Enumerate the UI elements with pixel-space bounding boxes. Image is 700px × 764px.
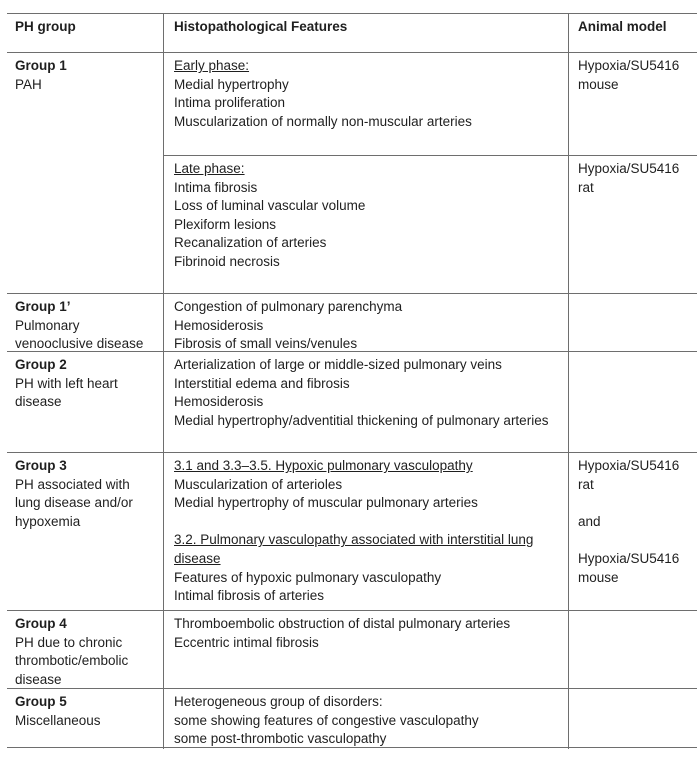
phase-heading: Early phase: (174, 58, 250, 73)
cell-group5-name (7, 689, 163, 749)
table-row-group1 (7, 52, 697, 293)
group-name: Group 4 (15, 616, 67, 631)
cell-group1prime-name (7, 294, 163, 354)
feature-item: Fibrosis of small veins/venules (174, 336, 358, 352)
group-name: Group 2 (15, 357, 67, 372)
feature-item: Hemosiderosis (174, 317, 264, 333)
feature-item: Medial hypertrophy (174, 76, 289, 92)
feature-item: Muscularization of arterioles (174, 476, 343, 492)
feature-item: Arterialization of large or middle-sized pulmonary veins (174, 357, 502, 372)
animal-model-value: Hypoxia/SU5416 mouse (578, 58, 680, 92)
spacer (578, 494, 695, 513)
cell-group3-model (568, 453, 697, 610)
feature-item: some showing features of congestive vasculopathy (174, 712, 479, 728)
group-name: Group 3 (15, 458, 67, 473)
group-subtitle: PH due to chronic thrombotic/embolic disease (15, 634, 129, 687)
cell-group1prime-features (163, 294, 568, 354)
group-subtitle: Miscellaneous (15, 712, 101, 728)
group-subtitle: PAH (15, 76, 42, 92)
feature-item: Heterogeneous group of disorders: (174, 694, 383, 709)
cell-group2-name (7, 352, 163, 452)
feature-item: some post-thrombotic vasculopathy (174, 731, 387, 747)
header-animal-model: Animal model (568, 14, 697, 52)
table-row-group1prime (7, 293, 697, 351)
group-subtitle: Pulmonary venooclusive disease (15, 317, 144, 352)
group-name: Group 1’ (15, 299, 71, 314)
cell-group3-name (7, 453, 163, 610)
feature-item: Eccentric intimal fibrosis (174, 634, 319, 650)
cell-group4-model (568, 611, 697, 689)
cell-group1-early-features (163, 53, 568, 155)
cell-group4-features (163, 611, 568, 689)
animal-model-value: Hypoxia/SU5416 rat (578, 161, 680, 195)
group-subtitle: PH associated with lung disease and/or hypoxemia (15, 476, 133, 529)
ph-groups-table (7, 13, 697, 748)
cell-group1-early-model (568, 53, 697, 155)
cell-group3-features (163, 453, 568, 610)
table-header-row (7, 14, 697, 52)
animal-model-value: Hypoxia/SU5416 mouse (578, 550, 680, 585)
cell-group2-features (163, 352, 568, 452)
group-name: Group 5 (15, 694, 67, 709)
animal-model-conjunction: and (578, 513, 601, 529)
cell-group4-name (7, 611, 163, 689)
phase-heading: Late phase: (174, 161, 245, 176)
feature-item: Congestion of pulmonary parenchyma (174, 299, 403, 314)
animal-model-value: Hypoxia/SU5416 rat (578, 458, 680, 492)
feature-item: Medial hypertrophy/adventitial thickening of pulmonary arteries (174, 412, 549, 428)
feature-item: Intimal fibrosis of arteries (174, 588, 325, 604)
feature-item: Recanalization of arteries (174, 235, 327, 251)
group-subtitle: PH with left heart disease (15, 375, 118, 410)
feature-item: Muscularization of normally non-muscular arteries (174, 113, 472, 129)
header-features: Histopathological Features (163, 14, 568, 52)
feature-item: Intima proliferation (174, 95, 286, 111)
feature-item: Fibrinoid necrosis (174, 253, 280, 269)
cell-group5-features (163, 689, 568, 749)
cell-group1-late-model (568, 155, 697, 293)
table-row-group3 (7, 452, 697, 610)
feature-item: Features of hypoxic pulmonary vasculopathy (174, 569, 442, 585)
feature-item: Hemosiderosis (174, 394, 264, 410)
section-heading: 3.1 and 3.3–3.5. Hypoxic pulmonary vasculopathy (174, 458, 473, 473)
table-row-group2 (7, 351, 697, 452)
feature-item: Loss of luminal vascular volume (174, 198, 366, 214)
header-ph-group: PH group (15, 19, 76, 34)
feature-item: Plexiform lesions (174, 216, 277, 232)
table-row-group4 (7, 610, 697, 688)
cell-group5-model (568, 689, 697, 749)
cell-group1-name (7, 53, 163, 293)
cell-group1-late-features (163, 155, 568, 293)
spacer (578, 531, 695, 550)
group-name: Group 1 (15, 58, 67, 73)
feature-item: Thromboembolic obstruction of distal pulmonary arteries (174, 616, 511, 631)
feature-item: Interstitial edema and fibrosis (174, 375, 350, 391)
feature-item: Medial hypertrophy of muscular pulmonary arteries (174, 495, 478, 511)
cell-group2-model (568, 352, 697, 452)
table-row-group5 (7, 688, 697, 747)
cell-group1prime-model (568, 294, 697, 354)
feature-item: Intima fibrosis (174, 179, 258, 195)
section-heading: 3.2. Pulmonary vasculopathy associated with interstitial lung disease (174, 532, 534, 566)
spacer (174, 513, 560, 532)
